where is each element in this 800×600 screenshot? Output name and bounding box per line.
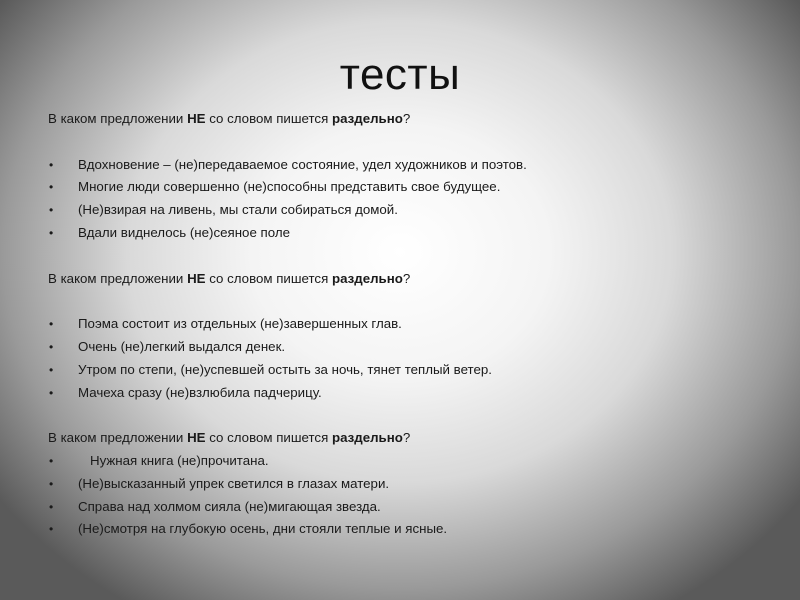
bullet-icon: • xyxy=(49,225,54,240)
list-item xyxy=(48,518,768,541)
question-text: В каком предложении xyxy=(48,111,188,126)
list-item-text: Многие люди совершенно (не)способны представить свое будущее. xyxy=(78,179,501,195)
list-item-text: (Не)высказанный упрек светился в глазах матери. xyxy=(78,475,390,491)
spacer xyxy=(48,290,768,313)
slide-title: тесты xyxy=(339,50,461,99)
spacer xyxy=(48,404,768,427)
bullet-icon: • xyxy=(49,157,54,172)
list-item xyxy=(48,496,768,519)
question-mark: ? xyxy=(402,430,411,446)
question-mark: ? xyxy=(402,111,411,126)
answer-list-3 xyxy=(48,450,768,541)
list-item xyxy=(48,154,768,177)
question-emphasis-ne: НЕ xyxy=(187,430,206,446)
question-text: В каком предложении xyxy=(48,270,188,286)
list-item-text: Утром по степи, (не)успевшей остыть за ночь, тянет теплый ветер. xyxy=(78,361,492,377)
list-item xyxy=(48,199,768,222)
question-emphasis-ne: НЕ xyxy=(187,111,206,126)
answer-list-2 xyxy=(48,313,768,404)
bullet-icon: • xyxy=(49,180,54,195)
list-item-text: Справа над холмом сияла (не)мигающая звезда. xyxy=(78,498,381,514)
bullet-icon: • xyxy=(49,476,54,491)
question-text: со словом пишется xyxy=(205,111,332,126)
question-text: со словом пишется xyxy=(205,270,332,286)
question-3 xyxy=(48,427,768,450)
list-item-text: Очень (не)легкий выдался денек. xyxy=(78,338,286,354)
question-1 xyxy=(48,108,768,131)
list-item xyxy=(48,450,768,473)
question-emphasis-ne: НЕ xyxy=(187,270,206,286)
bullet-icon: • xyxy=(49,385,54,400)
bullet-icon: • xyxy=(49,339,54,354)
question-emphasis-razdelno: раздельно xyxy=(331,111,403,126)
list-item xyxy=(48,222,768,245)
list-item xyxy=(48,382,768,405)
list-item-text: Вдали виднелось (не)сеяное поле xyxy=(78,224,290,240)
question-emphasis-razdelno: раздельно xyxy=(331,430,403,446)
list-item-text: (Не)взирая на ливень, мы стали собираться домой. xyxy=(78,202,398,218)
list-item xyxy=(48,473,768,496)
bullet-icon: • xyxy=(49,522,54,537)
question-2 xyxy=(48,268,768,291)
slide-content xyxy=(48,108,768,541)
question-mark: ? xyxy=(402,270,411,286)
list-item-text: Поэма состоит из отдельных (не)завершенных глав. xyxy=(78,316,402,332)
bullet-icon: • xyxy=(49,203,54,218)
bullet-icon: • xyxy=(49,362,54,377)
list-item xyxy=(48,313,768,336)
spacer xyxy=(48,245,768,268)
question-text: со словом пишется xyxy=(205,430,332,446)
bullet-icon: • xyxy=(49,499,54,514)
bullet-icon: • xyxy=(49,453,54,468)
list-item-text: Мачеха сразу (не)взлюбила падчерицу. xyxy=(78,384,322,400)
question-emphasis-razdelno: раздельно xyxy=(331,270,403,286)
question-text: В каком предложении xyxy=(48,430,188,446)
list-item xyxy=(48,176,768,199)
spacer xyxy=(48,131,768,154)
list-item-text: Вдохновение – (не)передаваемое состояние, удел художников и поэтов. xyxy=(78,156,527,172)
list-item-text: Нужная книга (не)прочитана. xyxy=(90,452,269,468)
list-item xyxy=(48,359,768,382)
bullet-icon: • xyxy=(49,317,54,332)
list-item xyxy=(48,336,768,359)
list-item-text: (Не)смотря на глубокую осень, дни стояли теплые и ясные. xyxy=(78,521,448,537)
answer-list-1 xyxy=(48,154,768,245)
